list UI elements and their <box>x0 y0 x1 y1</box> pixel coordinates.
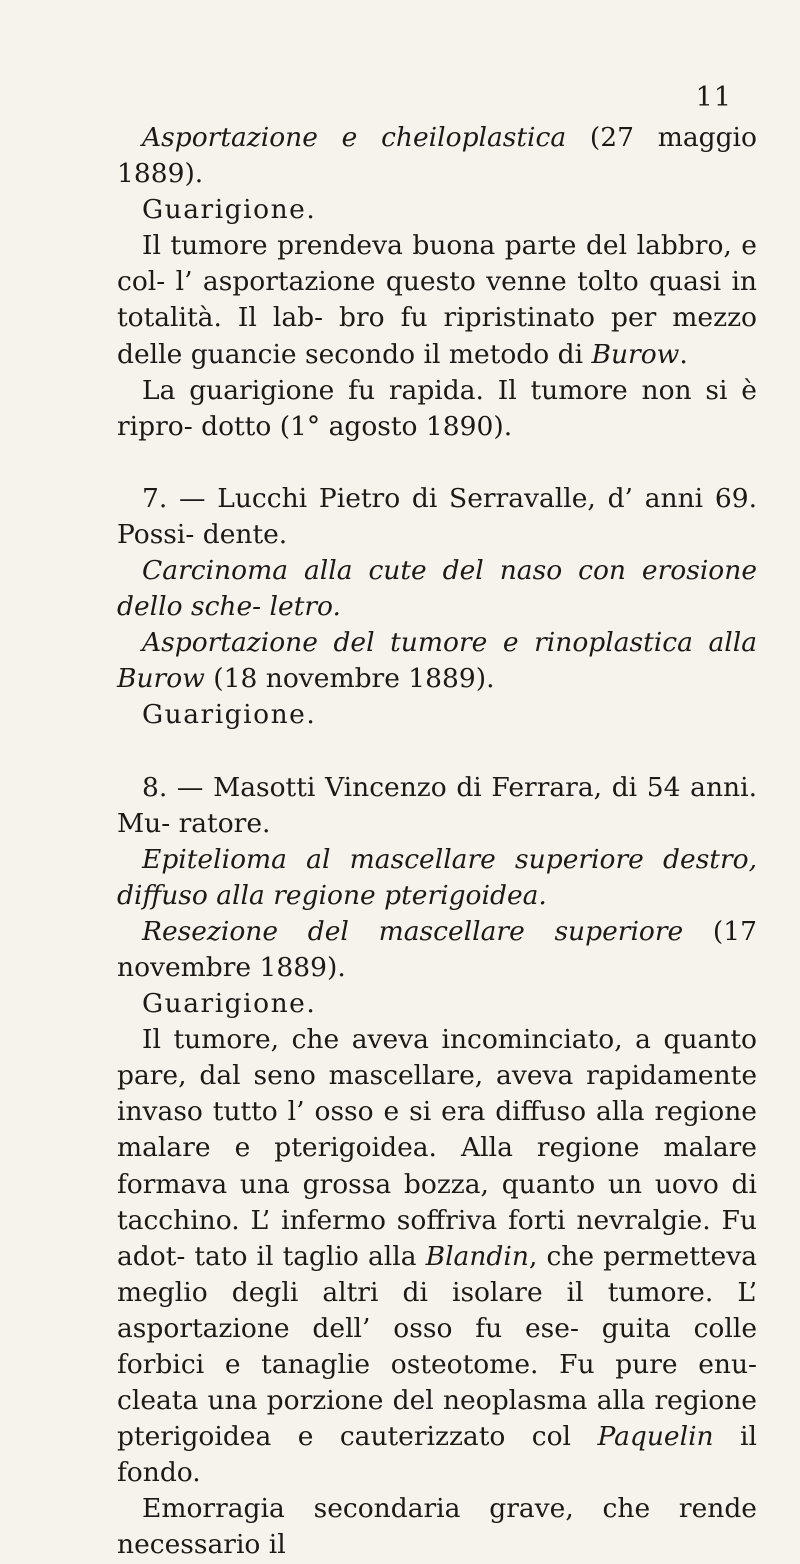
description-text: Il tumore prendeva buona parte del labbro, e col- l’ asportazione questo venne tolto quasi in totalità. Il lab- bro fu ripristinato per mezzo delle guancie secondo il metodo di <box>117 230 757 370</box>
description-end: il fondo. <box>117 1421 758 1489</box>
paragraph-outcome-1: Guarigione. <box>142 194 317 226</box>
paragraph-description-1 <box>117 228 757 372</box>
description-text: , che permetteva meglio degli altri di isolare il tumore. L’ asportazione dell’ osso fu ese- guita colle forbici e tanaglie osteotome. Fu pure enu- cleata una porzione del neoplasma alla regione pterigoidea e cauterizzato col <box>117 1240 757 1453</box>
page-number: 11 <box>695 82 732 113</box>
paragraph-followup-1: La guarigione fu rapida. Il tumore non si è ripro- dotto (1° agosto 1890). <box>117 374 757 442</box>
case-7-outcome: Guarigione. <box>142 699 317 731</box>
case-7-operation <box>117 625 757 697</box>
case-7-header: 7. — Lucchi Pietro di Serravalle, d’ anni 69. Possi- dente. <box>117 482 757 550</box>
operation-title: Asportazione del tumore e rinoplastica alla Burow <box>117 627 757 695</box>
case-8-header: 8. — Masotti Vincenzo di Ferrara, di 54 anni. Mu- ratore. <box>117 771 757 839</box>
operation-title: Asportazione e cheiloplastica <box>142 122 567 153</box>
paragraph-operation-1 <box>117 120 757 192</box>
operation-date: (18 novembre 1889). <box>204 663 495 695</box>
surgeon-name: Burow <box>591 338 680 370</box>
description-text: Il tumore, che aveva incominciato, a quanto pare, dal seno mascellare, aveva rapidamente invaso tutto l’ osso e si era diffuso alla regione malare e pterigoidea. Alla regione malare formava una grossa bozza, quanto un uovo di tacchino. L’ infermo soffriva forti nevralgie. Fu adot- tato il taglio alla <box>117 1024 757 1272</box>
operation-title: Resezione del mascellare superiore <box>142 915 684 947</box>
surgeon-name: Blandin <box>425 1240 529 1272</box>
case-8-continuation: Emorragia secondaria grave, che rende necessario il <box>117 1493 757 1561</box>
case-8-description <box>117 1022 757 1491</box>
page-body <box>117 120 757 1564</box>
operation-date: (27 maggio 1889). <box>117 122 757 190</box>
instrument-name: Paquelin <box>597 1421 714 1453</box>
case-8-operation <box>117 914 757 986</box>
description-end: . <box>679 338 688 370</box>
case-8-outcome: Guarigione. <box>142 988 317 1020</box>
case-7-diagnosis: Carcinoma alla cute del naso con erosione dello sche- letro. <box>117 555 757 623</box>
case-8-diagnosis: Epitelioma al mascellare superiore destro, diffuso alla regione pterigoidea. <box>117 843 757 911</box>
operation-date: (17 novembre 1889). <box>117 915 757 983</box>
